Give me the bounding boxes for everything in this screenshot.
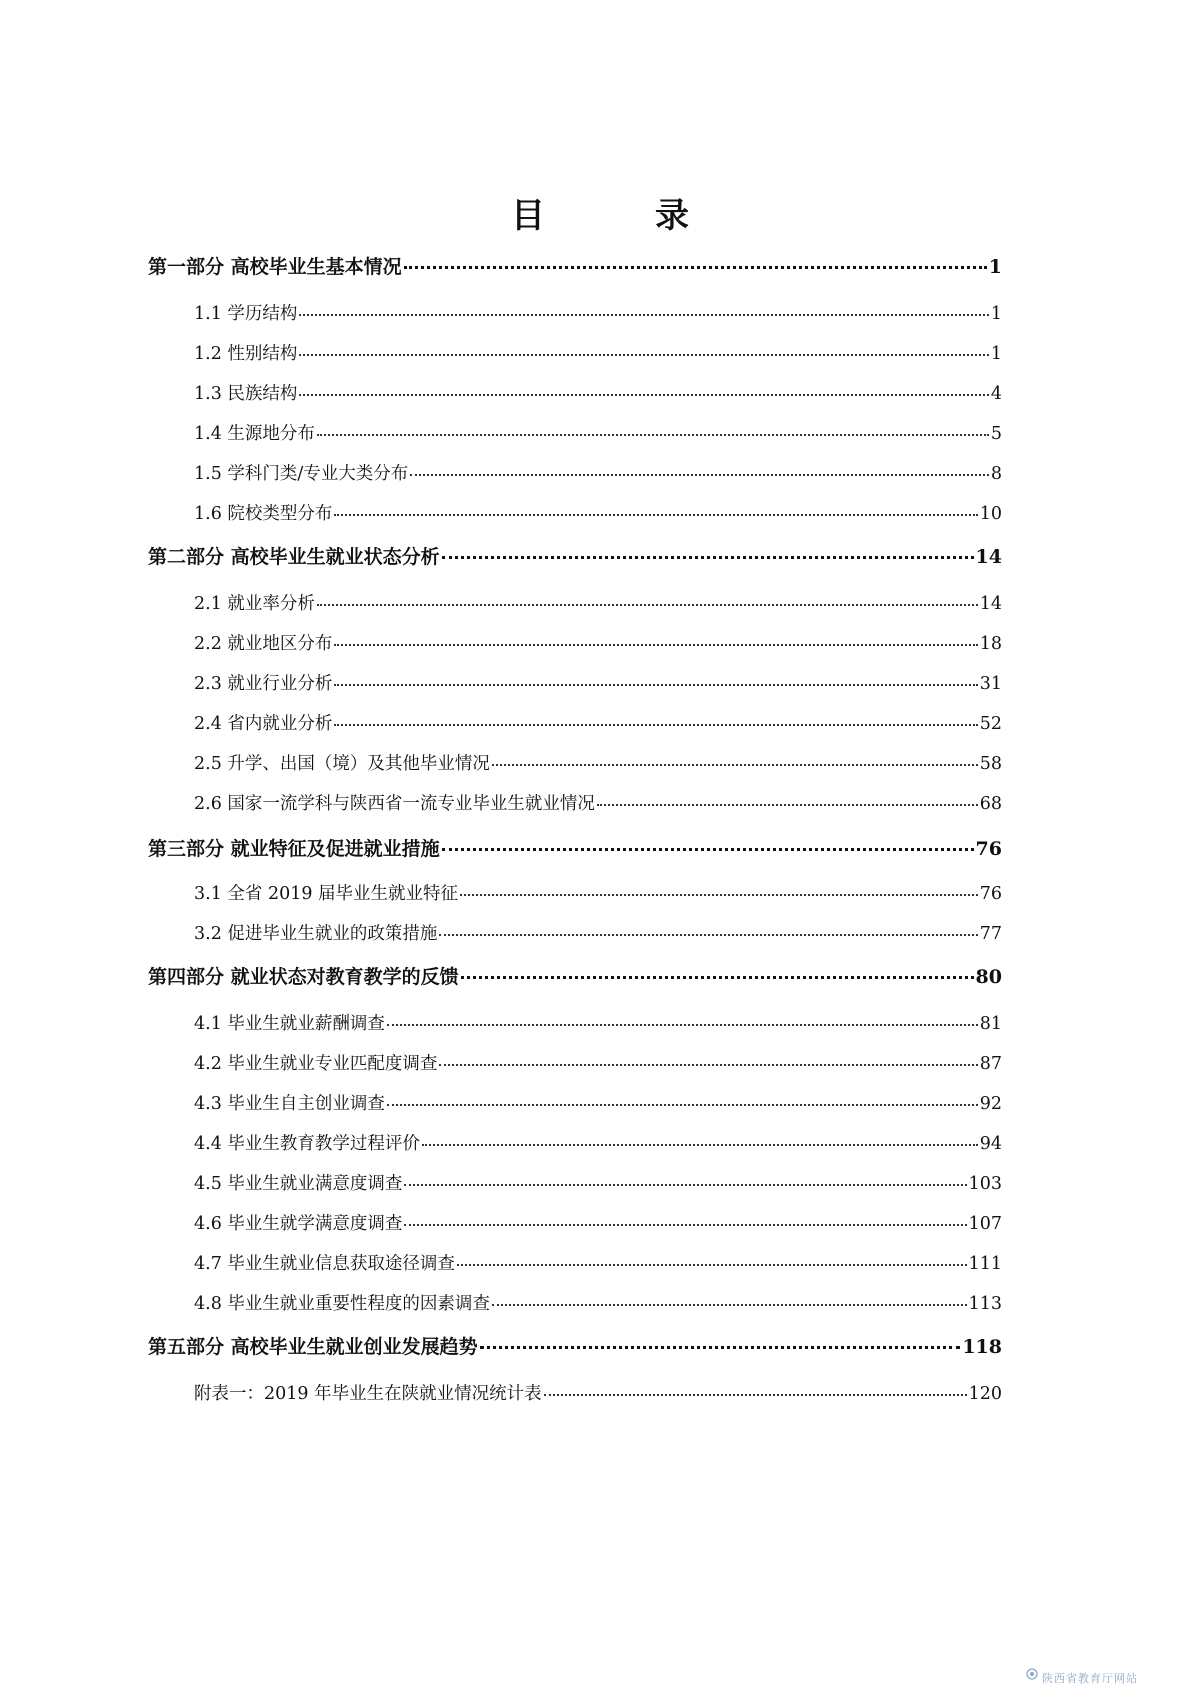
dot-leader <box>442 848 974 851</box>
toc-section-label: 4.8 毕业生就业重要性程度的因素调查 <box>194 1294 490 1314</box>
toc-section-label: 4.5 毕业生就业满意度调查 <box>194 1174 403 1194</box>
toc-section-4-5[interactable] <box>194 1176 1002 1194</box>
toc-section-label: 4.3 毕业生自主创业调查 <box>194 1094 385 1114</box>
toc-page-number: 107 <box>968 1214 1002 1234</box>
dot-leader <box>492 1304 967 1306</box>
toc-part-label: 第二部分 高校毕业生就业状态分析 <box>148 546 440 568</box>
dot-leader <box>439 1064 977 1066</box>
toc-page-number: 4 <box>990 384 1002 404</box>
toc-section-3-2[interactable] <box>194 926 1002 944</box>
toc-section-label: 2.1 就业率分析 <box>194 594 315 614</box>
toc-appendix-label: 附表一：2019 年毕业生在陕就业情况统计表 <box>194 1384 542 1404</box>
toc-section-1-5[interactable] <box>194 466 1002 484</box>
toc-section-4-1[interactable] <box>194 1016 1002 1034</box>
dot-leader <box>299 354 988 356</box>
toc-section-label: 1.2 性别结构 <box>194 344 298 364</box>
dot-leader <box>544 1394 967 1396</box>
toc-page-number: 31 <box>979 674 1002 694</box>
toc-section-label: 2.5 升学、出国（境）及其他毕业情况 <box>194 754 490 774</box>
toc-section-4-6[interactable] <box>194 1216 1002 1234</box>
dot-leader <box>461 976 974 979</box>
toc-part-5[interactable] <box>148 1338 1002 1357</box>
toc-page-number: 111 <box>968 1254 1002 1274</box>
toc-title: 目 录 <box>511 196 727 236</box>
toc-section-2-1[interactable] <box>194 596 1002 614</box>
toc-section-4-4[interactable] <box>194 1136 1002 1154</box>
toc-section-label: 1.3 民族结构 <box>194 384 298 404</box>
toc-section-1-6[interactable] <box>194 506 1002 524</box>
dot-leader <box>480 1346 961 1349</box>
watermark-text: 陕西省教育厅网站 <box>1042 1672 1138 1685</box>
toc-page-number: 58 <box>979 754 1002 774</box>
toc-page-number: 14 <box>979 594 1002 614</box>
toc-page-number: 92 <box>979 1094 1002 1114</box>
toc-section-4-2[interactable] <box>194 1056 1002 1074</box>
toc-page-number: 94 <box>979 1134 1002 1154</box>
toc-section-label: 3.2 促进毕业生就业的政策措施 <box>194 924 438 944</box>
dot-leader <box>404 1184 966 1186</box>
dot-leader <box>334 684 977 686</box>
dot-leader <box>334 644 977 646</box>
toc-page-number: 113 <box>968 1294 1002 1314</box>
toc-section-1-4[interactable] <box>194 426 1002 444</box>
toc-section-2-4[interactable] <box>194 716 1002 734</box>
dot-leader <box>457 1264 967 1266</box>
toc-part-3[interactable] <box>148 840 1002 859</box>
toc-page-number: 77 <box>979 924 1002 944</box>
dot-leader <box>404 266 987 269</box>
dot-leader <box>334 514 977 516</box>
toc-section-label: 2.2 就业地区分布 <box>194 634 333 654</box>
toc-section-2-2[interactable] <box>194 636 1002 654</box>
dot-leader <box>387 1024 978 1026</box>
dot-leader <box>387 1104 978 1106</box>
toc-section-label: 4.2 毕业生就业专业匹配度调查 <box>194 1054 438 1074</box>
toc-page-number: 1 <box>990 344 1002 364</box>
toc-page-number: 68 <box>979 794 1002 814</box>
toc-section-label: 1.6 院校类型分布 <box>194 504 333 524</box>
toc-page-number: 103 <box>968 1174 1002 1194</box>
dot-leader <box>317 604 978 606</box>
toc-part-4[interactable] <box>148 968 1002 987</box>
toc-section-4-7[interactable] <box>194 1256 1002 1274</box>
toc-page-number: 52 <box>979 714 1002 734</box>
toc-page-number: 87 <box>979 1054 1002 1074</box>
toc-page-number: 18 <box>979 634 1002 654</box>
toc-section-label: 3.1 全省 2019 届毕业生就业特征 <box>194 884 459 904</box>
toc-part-label: 第一部分 高校毕业生基本情况 <box>148 256 402 278</box>
toc-part-label: 第五部分 高校毕业生就业创业发展趋势 <box>148 1336 478 1358</box>
toc-section-3-1[interactable] <box>194 886 1002 904</box>
toc-page-number: 118 <box>962 1336 1002 1358</box>
toc-section-2-3[interactable] <box>194 676 1002 694</box>
watermark-logo-icon <box>1026 1668 1038 1680</box>
toc-section-1-3[interactable] <box>194 386 1002 404</box>
toc-section-label: 4.1 毕业生就业薪酬调查 <box>194 1014 385 1034</box>
toc-page-number: 81 <box>979 1014 1002 1034</box>
dot-leader <box>299 394 988 396</box>
dot-leader <box>442 556 974 559</box>
dot-leader <box>404 1224 966 1226</box>
toc-section-label: 1.1 学历结构 <box>194 304 298 324</box>
toc-page-number: 120 <box>968 1384 1002 1404</box>
toc-page-number: 76 <box>975 838 1002 860</box>
toc-section-label: 2.6 国家一流学科与陕西省一流专业毕业生就业情况 <box>194 794 595 814</box>
toc-part-label: 第三部分 就业特征及促进就业措施 <box>148 838 440 860</box>
toc-page-number: 76 <box>979 884 1002 904</box>
toc-part-1[interactable] <box>148 258 1002 277</box>
toc-section-4-8[interactable] <box>194 1296 1002 1314</box>
dot-leader <box>439 934 977 936</box>
toc-part-label: 第四部分 就业状态对教育教学的反馈 <box>148 966 459 988</box>
toc-section-4-3[interactable] <box>194 1096 1002 1114</box>
toc-section-1-1[interactable] <box>194 306 1002 324</box>
dot-leader <box>410 474 989 476</box>
toc-section-label: 2.4 省内就业分析 <box>194 714 333 734</box>
toc-appendix-1[interactable] <box>194 1386 1002 1404</box>
toc-section-2-5[interactable] <box>194 756 1002 774</box>
dot-leader <box>422 1144 978 1146</box>
toc-section-label: 4.4 毕业生教育教学过程评价 <box>194 1134 420 1154</box>
toc-page-number: 14 <box>975 546 1002 568</box>
toc-page-number: 5 <box>990 424 1002 444</box>
toc-page-number: 10 <box>979 504 1002 524</box>
toc-page-number: 1 <box>990 304 1002 324</box>
dot-leader <box>334 724 977 726</box>
toc-section-label: 1.5 学科门类/专业大类分布 <box>194 464 409 484</box>
toc-section-label: 4.6 毕业生就学满意度调查 <box>194 1214 403 1234</box>
toc-section-1-2[interactable] <box>194 346 1002 364</box>
toc-section-label: 4.7 毕业生就业信息获取途径调查 <box>194 1254 455 1274</box>
dot-leader <box>597 804 978 806</box>
toc-part-2[interactable] <box>148 548 1002 567</box>
toc-page-number: 80 <box>975 966 1002 988</box>
toc-section-label: 2.3 就业行业分析 <box>194 674 333 694</box>
dot-leader <box>317 434 989 436</box>
toc-page-number: 8 <box>990 464 1002 484</box>
dot-leader <box>492 764 978 766</box>
toc-section-label: 1.4 生源地分布 <box>194 424 315 444</box>
dot-leader <box>299 314 988 316</box>
toc-section-2-6[interactable] <box>194 796 1002 814</box>
dot-leader <box>460 894 978 896</box>
toc-page-number: 1 <box>988 256 1002 278</box>
